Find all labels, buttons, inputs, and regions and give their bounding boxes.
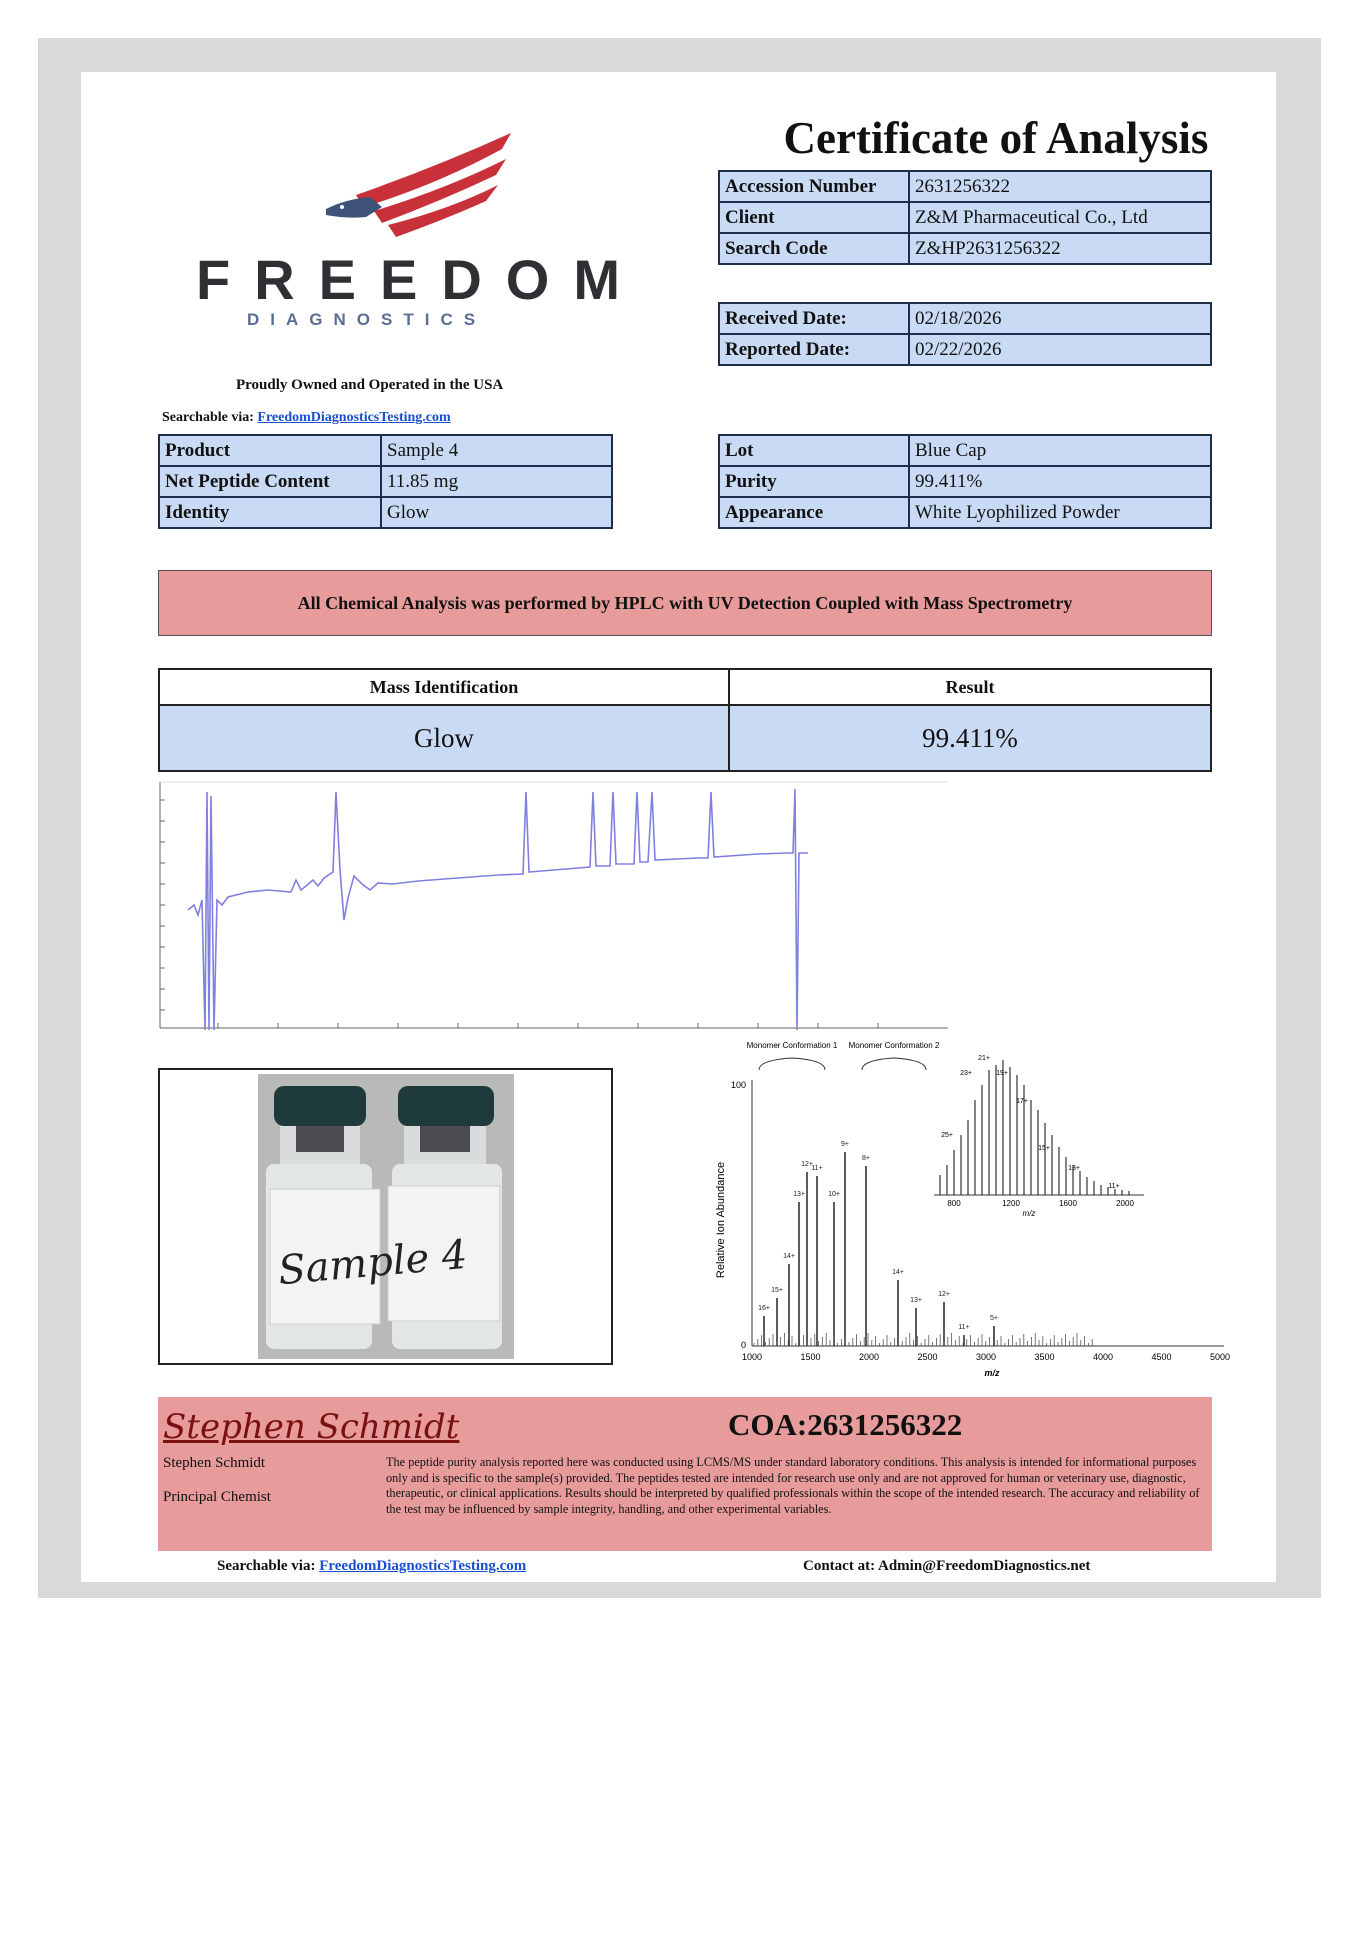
table-header-row	[159, 669, 1211, 705]
ms-x-tick: 2000	[858, 1352, 880, 1362]
ms-peak-label: 8+	[862, 1155, 870, 1162]
flag-eagle-logo-icon	[286, 127, 526, 247]
table-key: Reported Date:	[719, 334, 909, 365]
table-row	[719, 303, 1211, 334]
ms-peak-label: 11+	[811, 1165, 823, 1172]
ms-peak-label: 16+	[758, 1305, 770, 1312]
ms-peak-label: 13+	[793, 1191, 805, 1198]
ms-peak-label: 5+	[990, 1315, 998, 1322]
ms-inset	[934, 1055, 1144, 1218]
table-key: Identity	[159, 497, 381, 528]
ms-y-tick: 100	[730, 1080, 746, 1090]
ms-peaks	[764, 1152, 994, 1346]
ms-inset-x-ticks	[947, 1199, 1134, 1208]
table-row	[719, 334, 1211, 365]
ms-annotation-conformation-1: Monomer Conformation 1	[746, 1041, 838, 1050]
dates-table	[718, 302, 1212, 366]
ms-peak-label: 14+	[892, 1269, 904, 1276]
table-row	[719, 466, 1211, 497]
ms-x-axis-label: m/z	[984, 1368, 1000, 1378]
table-row	[719, 497, 1211, 528]
ms-bracket-2	[862, 1058, 926, 1070]
result-cell: 99.411%	[729, 705, 1211, 771]
table-key: Search Code	[719, 233, 909, 264]
chemist-name: Stephen Schmidt	[163, 1455, 266, 1471]
table-value: 2631256322	[909, 171, 1211, 202]
ms-x-tick: 3000	[975, 1352, 997, 1362]
footer-searchable-label: Searchable via:	[217, 1558, 316, 1574]
ms-x-tick: 5000	[1209, 1352, 1231, 1362]
table-row	[159, 705, 1211, 771]
chemist-title: Principal Chemist	[163, 1489, 271, 1505]
ms-inset-peak-label: 25+	[941, 1132, 953, 1139]
signature: Stephen Schmidt	[163, 1407, 460, 1447]
ms-inset-peaks	[940, 1060, 1129, 1195]
hplc-chromatogram	[158, 780, 948, 1035]
ms-peak-label: 14+	[783, 1253, 795, 1260]
ms-peak-label: 13+	[910, 1297, 922, 1304]
vial-stopper-left	[296, 1126, 344, 1152]
table-value: Sample 4	[381, 435, 612, 466]
ms-y-axis-label: Relative Ion Abundance	[715, 1161, 727, 1279]
vial-photo-frame	[158, 1068, 613, 1365]
method-banner: All Chemical Analysis was performed by HPLC with UV Detection Coupled with Mass Spectrometry	[158, 570, 1212, 636]
ms-inset-peak-label: 13+	[1068, 1165, 1080, 1172]
ms-bracket-1	[759, 1058, 825, 1070]
table-row	[159, 435, 612, 466]
ms-peak-label: 15+	[771, 1287, 783, 1294]
ms-inset-peak-label: 15+	[1038, 1145, 1050, 1152]
chromatogram-background	[158, 780, 948, 1035]
product-table	[158, 434, 613, 529]
page-title: Certificate of Analysis	[783, 113, 1209, 163]
ms-inset-peak-label: 19+	[996, 1070, 1008, 1077]
ms-peak-labels	[758, 1141, 998, 1331]
certificate-page	[81, 72, 1276, 1582]
column-header: Mass Identification	[159, 669, 729, 705]
table-key: Purity	[719, 466, 909, 497]
vial-handwritten-label: Sample 4	[276, 1231, 470, 1295]
tagline: Proudly Owned and Operated in the USA	[236, 377, 504, 393]
ms-x-tick: 1000	[741, 1352, 763, 1362]
table-value: 11.85 mg	[381, 466, 612, 497]
accession-table	[718, 170, 1212, 265]
ms-x-tick: 4000	[1092, 1352, 1114, 1362]
logo-subtitle: DIAGNOSTICS	[247, 310, 487, 329]
table-row	[159, 497, 612, 528]
ms-x-ticks	[742, 1352, 1230, 1362]
ms-inset-peak-label: 11+	[1108, 1183, 1120, 1190]
table-value: 02/18/2026	[909, 303, 1211, 334]
footer-searchable	[217, 1558, 526, 1575]
ms-peak-label: 9+	[841, 1141, 849, 1148]
ms-peak-label: 11+	[958, 1324, 970, 1331]
ms-x-tick: 2500	[917, 1352, 938, 1362]
disclaimer-text: The peptide purity analysis reported here was conducted using LCMS/MS under standard laboratory conditions. This analysis is intended for informational purposes only and is specific to the sample(s) provided. The peptides tested are intended for research use only and are not approved for human or veterinary use, diagnostic, therapeutic, or clinical applications. Results should be interpreted by qualified professionals within the scope of the intended research. The accuracy and reliability of the test may be influenced by sample integrity, handling, and other experimental variables.	[386, 1455, 1200, 1516]
searchable-via	[162, 410, 451, 426]
lot-table	[718, 434, 1212, 529]
ms-baseline-noise	[754, 1333, 1092, 1346]
ms-inset-peak-label: 23+	[960, 1070, 972, 1077]
footer-contact: Contact at: Admin@FreedomDiagnostics.net	[803, 1558, 1091, 1574]
ms-x-tick: 1500	[800, 1352, 821, 1362]
table-value: Z&HP2631256322	[909, 233, 1211, 264]
table-value: White Lyophilized Powder	[909, 497, 1211, 528]
ms-inset-peak-label: 17+	[1016, 1098, 1028, 1105]
ms-inset-x-label: m/z	[1022, 1209, 1036, 1218]
table-key: Lot	[719, 435, 909, 466]
logo-wordmark: FREEDOM	[196, 248, 644, 311]
signature-band	[158, 1397, 1212, 1551]
searchable-link[interactable]: FreedomDiagnosticsTesting.com	[257, 410, 451, 425]
ms-inset-x-tick: 1600	[1059, 1199, 1077, 1208]
table-row	[159, 466, 612, 497]
table-value: Z&M Pharmaceutical Co., Ltd	[909, 202, 1211, 233]
table-key: Appearance	[719, 497, 909, 528]
footer-searchable-link[interactable]: FreedomDiagnosticsTesting.com	[319, 1558, 527, 1574]
ms-peak-label: 12+	[801, 1161, 813, 1168]
table-key: Accession Number	[719, 171, 909, 202]
vial-cap-right	[398, 1086, 494, 1126]
table-row	[719, 202, 1211, 233]
column-header: Result	[729, 669, 1211, 705]
ms-x-tick: 3500	[1034, 1352, 1055, 1362]
ms-x-tick: 4500	[1151, 1352, 1172, 1362]
table-value: Glow	[381, 497, 612, 528]
ms-peak-label: 10+	[828, 1191, 840, 1198]
ms-peak-label: 12+	[938, 1291, 950, 1298]
ms-annotation-conformation-2: Monomer Conformation 2	[848, 1041, 940, 1050]
mass-identity-cell: Glow	[159, 705, 729, 771]
table-row	[719, 435, 1211, 466]
vial-cap-left	[274, 1086, 366, 1126]
table-value: 99.411%	[909, 466, 1211, 497]
table-key: Product	[159, 435, 381, 466]
mass-spectrum-plot	[704, 1040, 1244, 1380]
ms-inset-x-tick: 800	[947, 1199, 961, 1208]
searchable-label: Searchable via:	[162, 410, 254, 425]
coa-number: COA:2631256322	[728, 1407, 963, 1442]
ms-inset-x-tick: 2000	[1116, 1199, 1134, 1208]
table-key: Client	[719, 202, 909, 233]
ms-y-tick: 0	[740, 1340, 746, 1350]
table-key: Net Peptide Content	[159, 466, 381, 497]
ms-inset-x-tick: 1200	[1002, 1199, 1020, 1208]
table-row	[719, 171, 1211, 202]
vial-stopper-right	[420, 1126, 470, 1152]
table-key: Received Date:	[719, 303, 909, 334]
table-value: Blue Cap	[909, 435, 1211, 466]
table-row	[719, 233, 1211, 264]
mass-identification-table	[158, 668, 1212, 772]
ms-inset-peak-label: 21+	[978, 1055, 990, 1062]
vial-photo	[258, 1074, 514, 1359]
table-value: 02/22/2026	[909, 334, 1211, 365]
